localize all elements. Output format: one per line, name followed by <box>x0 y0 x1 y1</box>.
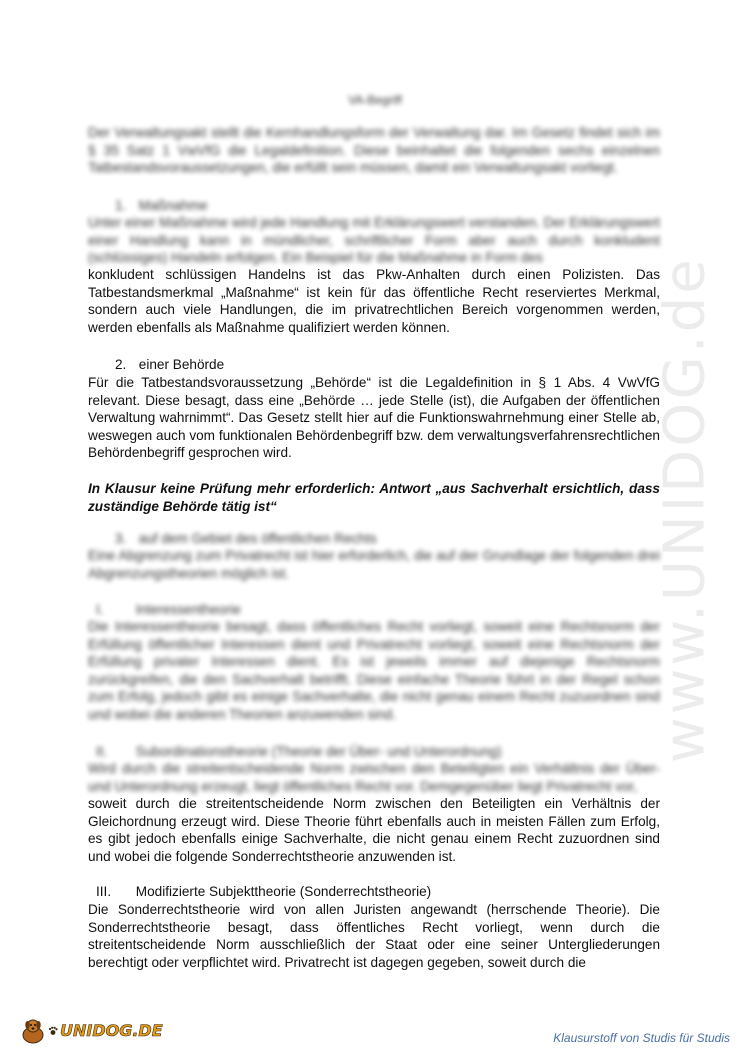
section3-text: Eine Abgrenzung zum Privatrecht ist hier erforderlich, die auf der Grundlage der folgenden drei Abgrenzungstheorien möglich ist. <box>88 548 660 581</box>
watermark-text: www.UNIDOG.de <box>652 256 718 764</box>
paw-icon <box>48 1026 58 1036</box>
klausur-note: In Klausur keine Prüfung mehr erforderlich: Antwort „aus Sachverhalt ersichtlich, dass zuständige Behörde tätig ist“ <box>88 481 660 514</box>
theory1-heading <box>96 601 241 619</box>
theory2-number: II. <box>96 744 108 759</box>
section3-title: auf dem Gebiet des öffentlichen Rechts <box>138 531 377 546</box>
footer-tagline: Klausurstoff von Studis für Studis <box>553 1031 730 1045</box>
theory3-heading <box>96 883 431 901</box>
section2-number: 2. <box>115 357 127 372</box>
section2-text: Für die Tatbestandsvoraussetzung „Behörde“ ist die Legaldefinition in § 1 Abs. 4 VwVfG relevant. Diese besagt, dass eine „Behörde … jede Stelle (ist), die Aufgaben der öffentlichen Verwaltung wahrnimmt“. Das Gesetz stellt hier auf die Funktionswahrnehmung einer Stelle ab, weswegen auch vom funktionalen Behördenbegriff bzw. dem verwaltungsverfahrensrechtlichen Behördenbegriff gesprochen wird. <box>88 375 660 460</box>
section1-blurred-text: Unter einer Maßnahme wird jede Handlung mit Erklärungswert verstanden. Der Erklärungswert einer Handlung kann in mündlicher, schriftlicher Form aber auch durch konkludent (schlüssiges) Handeln erfolgen. Ein Beispiel für die Maßnahme in Form des <box>88 215 660 265</box>
section1-heading <box>115 197 208 215</box>
unidog-logo <box>18 1016 163 1046</box>
theory3-number: III. <box>96 884 112 899</box>
logo-text: UNIDOG.DE <box>60 1021 163 1041</box>
dog-icon <box>18 1016 48 1046</box>
page-title: VA-Begriff <box>348 93 402 107</box>
theory3-title: Modifizierte Subjekttheorie (Sonderrechtstheorie) <box>135 884 432 899</box>
section2-title: einer Behörde <box>138 357 225 372</box>
section1-title: Maßnahme <box>138 198 208 213</box>
theory2-clear-text: soweit durch die streitentscheidende Norm zwischen den Beteiligten ein Verhältnis der Gleichordnung erzeugt wird. Diese Theorie führt ebenfalls auch in meisten Fällen zum Erfolg, es gibt jedoch ebenfalls einige Sachverhalte, die nicht genau einem Recht zuzuordnen sind und wobei die folgende Sonderrechtstheorie anzuwenden ist. <box>88 796 660 864</box>
theory2-heading <box>96 743 502 761</box>
section1-clear-text: konkludent schlüssigen Handelns ist das Pkw-Anhalten durch einen Polizisten. Das Tatbestandsmerkmal „Maßnahme“ ist kein für das öffentliche Recht reserviertes Merkmal, sondern auch viele Handlungen, die im privatrechtlichen Bereich vorgenommen werden, werden ebenfalls als Maßnahme qualifiziert werden können. <box>88 267 660 335</box>
section2-heading <box>115 356 224 374</box>
section1-number: 1. <box>115 198 127 213</box>
intro-paragraph: Der Verwaltungsakt stellt die Kernhandlungsform der Verwaltung dar. Im Gesetz findet sich im § 35 Satz 1 VwVfG die Legaldefinition. Diese beinhaltet die folgenden sechs einzelnen Tatbestandsvoraussetzungen, die erfüllt sein müssen, damit ein Verwaltungsakt vorliegt. <box>88 125 660 175</box>
theory1-text: Die Interessentheorie besagt, dass öffentliches Recht vorliegt, soweit eine Rechtsnorm der Erfüllung öffentlicher Interessen dient und Privatrecht vorliegt, soweit eine Rechtsnorm der Erfüllung privater Interessen dient. Es ist jeweils immer auf diejenige Rechtsnorm zurückgreifen, die den Sachverhalt betrifft. Diese einfache Theorie führt in der Regel schon zum Erfolg, jedoch gibt es einige Sachverhalte, die nicht genau einem Recht zuzuordnen sind und wobei die anderen Theorien anzuwenden sind. <box>88 619 660 722</box>
theory2-blurred-text: Wird durch die streitentscheidende Norm zwischen den Beteiligten ein Verhältnis der Über- und Unterordnung erzeugt, liegt öffentliches Recht vor. Demgegenüber liegt Privatrecht vor, <box>88 761 660 794</box>
theory1-title: Interessentheorie <box>135 602 241 617</box>
theory1-number: I. <box>96 602 104 617</box>
theory2-title: Subordinationstheorie (Theorie der Über- und Unterordnung) <box>135 744 502 759</box>
section3-number: 3. <box>115 531 127 546</box>
section3-heading <box>115 530 377 548</box>
theory3-text: Die Sonderrechtstheorie wird von allen Juristen angewandt (herrschende Theorie). Die Sonderrechtstheorie besagt, dass öffentliches Recht vorliegt, wenn durch die streitentscheidende Norm ausschließlich der Staat oder eine seiner Untergliederungen berechtigt oder verpflichtet wird. Privatrecht ist dagegen gegeben, soweit durch die <box>88 902 660 970</box>
